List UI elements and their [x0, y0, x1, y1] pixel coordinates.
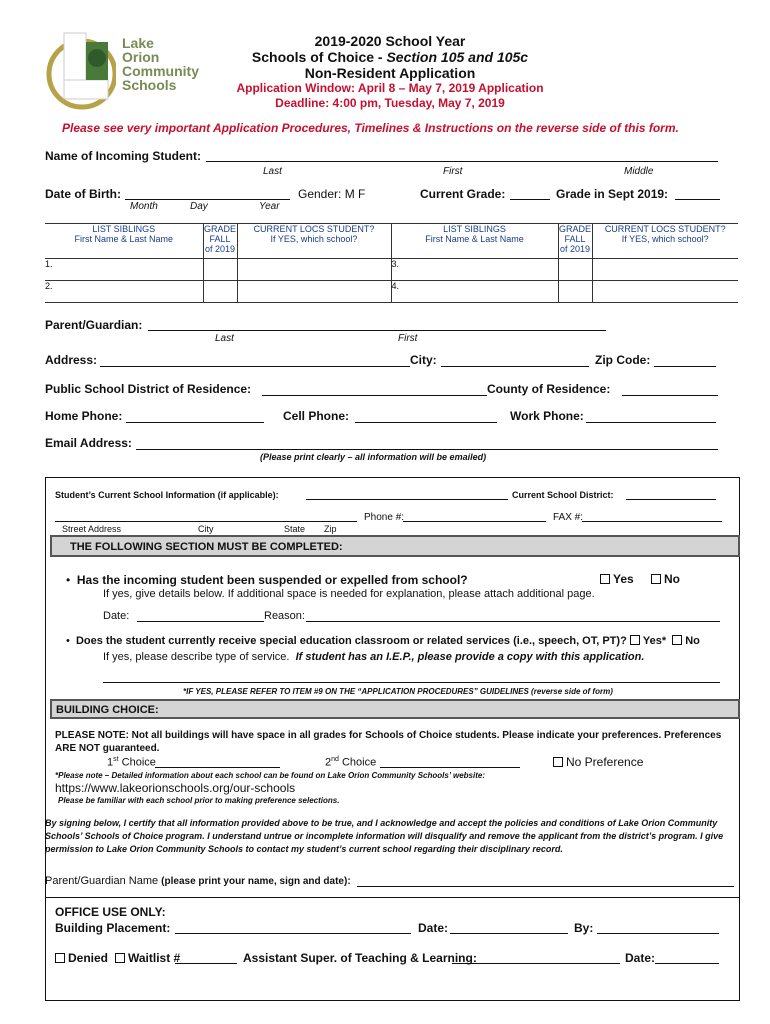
sibling-1-grade[interactable] [203, 259, 237, 281]
district-field[interactable] [262, 395, 487, 396]
sibling-3-grade[interactable] [558, 259, 592, 281]
siblings-header-locs: CURRENT LOCS STUDENT? If YES, which school? [237, 224, 391, 259]
zip-label: Zip Code: [595, 353, 651, 367]
logo-text-3: Community [122, 63, 199, 79]
q1-suspended: • Has the incoming student been suspended or expelled from school? [66, 573, 468, 587]
current-school-address-field[interactable] [55, 521, 357, 522]
familiar-note: Please be familiar with each school prior to making preference selections. [58, 796, 340, 805]
website-url[interactable]: https://www.lakeorionschools.org/our-schools [55, 781, 296, 795]
checkbox-icon[interactable] [600, 574, 610, 584]
current-district-field[interactable] [626, 499, 716, 500]
parent-first-caption: First [398, 333, 418, 344]
sibling-4-locs[interactable] [592, 281, 738, 303]
application-window: Application Window: April 8 – May 7, 2019 Application [236, 81, 544, 95]
gender-field[interactable]: Gender: M F [298, 187, 366, 201]
second-choice-label: 2nd Choice [325, 756, 377, 769]
sibling-3-locs[interactable] [592, 259, 738, 281]
q1-reason-field[interactable] [306, 621, 720, 622]
sibling-4-grade[interactable] [558, 281, 592, 303]
zip-caption: Zip [324, 524, 337, 534]
parent-name-field[interactable] [148, 330, 606, 331]
siblings-header-grade-2: GRADE FALL of 2019 [558, 224, 592, 259]
district-label: Public School District of Residence: [45, 382, 252, 396]
siblings-header-list-2: LIST SIBLINGS First Name & Last Name [391, 224, 558, 259]
email-label: Email Address: [45, 436, 132, 450]
state-caption: State [284, 524, 306, 534]
office-date2-field[interactable] [655, 963, 719, 964]
q1-reason-label: Reason: [264, 610, 305, 622]
phone-label: Phone #: [364, 512, 405, 523]
checkbox-icon[interactable] [115, 953, 125, 963]
sibling-1-locs[interactable] [237, 259, 391, 281]
checkbox-icon[interactable] [55, 953, 65, 963]
application-deadline: Deadline: 4:00 pm, Tuesday, May 7, 2019 [275, 96, 505, 110]
sibling-row-4[interactable]: 4. [391, 281, 558, 303]
item-9-reference: *IF YES, PLEASE REFER TO ITEM #9 ON THE “APPLICATION PROCEDURES” GUIDELINES (reverse side of form) [183, 687, 613, 696]
first-choice-field[interactable] [155, 767, 280, 768]
q1-note: If yes, give details below. If additional space is needed for explanation, please attach additional page. [103, 588, 595, 600]
waitlist-option[interactable]: Waitlist # [115, 951, 180, 965]
last-caption: Last [263, 166, 282, 177]
cell-phone-field[interactable] [355, 422, 497, 423]
home-phone-label: Home Phone: [45, 409, 123, 423]
parent-label: Parent/Guardian: [45, 318, 143, 332]
county-field[interactable] [622, 395, 718, 396]
day-caption: Day [190, 201, 208, 212]
office-by-field[interactable] [597, 933, 719, 934]
q1-date-field[interactable] [137, 621, 264, 622]
sibling-row-3[interactable]: 3. [391, 259, 558, 281]
waitlist-field[interactable] [175, 963, 237, 964]
office-by-label: By: [574, 921, 594, 935]
street-caption: Street Address [62, 524, 122, 534]
checkbox-icon[interactable] [651, 574, 661, 584]
email-note: (Please print clearly – all information will be emailed) [260, 452, 487, 462]
q1-no-option[interactable]: No [651, 572, 680, 586]
parent-last-caption: Last [215, 333, 234, 344]
building-note: PLEASE NOTE: Not all buildings will have space in all grades for Schools of Choice students. Please indicate your preferences. Preferences ARE NOT guaranteed. [55, 730, 722, 754]
q2-special-ed: • Does the student currently receive special education classroom or related services (i.e., speech, OT, PT)? Yes* No [66, 635, 700, 647]
office-date-field[interactable] [450, 933, 568, 934]
sibling-2-locs[interactable] [237, 281, 391, 303]
county-label: County of Residence: [487, 382, 611, 396]
month-caption: Month [130, 201, 158, 212]
office-date-label: Date: [418, 921, 449, 935]
guardian-sign-label: Parent/Guardian Name (please print your name, sign and date): [45, 875, 351, 887]
student-name-field[interactable] [206, 161, 718, 162]
current-grade-field[interactable] [510, 199, 550, 200]
student-name-label: Name of Incoming Student: [45, 149, 201, 163]
certification-text: By signing below, I certify that all information provided above to be true, and I acknowledge and accept the policies and conditions of Lake Orion Community Schools’ Schools of Choice program. I understand untrue or incomplete information will disqualify and remove the applicant from the district’s program. I give permission to Lake Orion Community Schools to contact my student’s current school regarding their disciplinary record. [45, 818, 724, 854]
first-choice-label: 1st Choice [107, 756, 156, 769]
work-phone-label: Work Phone: [510, 409, 584, 423]
asst-super-field[interactable] [452, 963, 620, 964]
fax-label: FAX #: [553, 512, 584, 523]
middle-caption: Middle [624, 166, 654, 177]
q2-service-field[interactable] [103, 682, 720, 683]
school-year-title: 2019-2020 School Year [314, 33, 466, 49]
email-field[interactable] [136, 449, 718, 450]
building-placement-label: Building Placement: [55, 921, 171, 935]
q1-yes-option[interactable]: Yes [600, 572, 634, 586]
application-type: Non-Resident Application [304, 65, 476, 81]
dob-field[interactable] [125, 199, 290, 200]
city-caption: City [198, 524, 214, 534]
zip-field[interactable] [654, 366, 716, 367]
siblings-header-grade: GRADE FALL of 2019 [203, 224, 237, 259]
work-phone-field[interactable] [586, 422, 716, 423]
asst-super-label: Assistant Super. of Teaching & Learning: [243, 951, 477, 965]
checkbox-icon[interactable] [630, 635, 640, 645]
checkbox-icon[interactable] [553, 757, 563, 767]
website-note: *Please note – Detailed information about each school can be found on Lake Orion Community Schools’ website: [55, 771, 485, 780]
building-choice-header: BUILDING CHOICE: [50, 699, 740, 719]
lake-orion-logo-icon [46, 28, 116, 116]
second-choice-field[interactable] [380, 767, 520, 768]
siblings-table [45, 223, 738, 303]
fax-field[interactable] [582, 521, 722, 522]
no-preference-option[interactable]: No Preference [553, 755, 643, 769]
logo-text-4: Schools [122, 77, 177, 93]
address-label: Address: [45, 353, 98, 367]
sibling-2-grade[interactable] [203, 281, 237, 303]
year-caption: Year [259, 201, 280, 212]
denied-option[interactable]: Denied [55, 951, 108, 965]
office-use-title: OFFICE USE ONLY: [55, 905, 166, 919]
building-placement-field[interactable] [175, 933, 411, 934]
q1-date-label: Date: [103, 610, 130, 622]
city-label: City: [410, 353, 437, 367]
cell-phone-label: Cell Phone: [283, 409, 350, 423]
city-field[interactable] [441, 366, 589, 367]
logo [46, 28, 226, 116]
grade-sept-field[interactable] [675, 199, 720, 200]
schools-of-choice-title: Schools of Choice - Section 105 and 105c [251, 49, 529, 65]
q2-note: If yes, please describe type of service. If student has an I.E.P., please provide a copy with this application. [103, 651, 645, 663]
current-grade-label: Current Grade: [420, 187, 506, 201]
home-phone-field[interactable] [126, 422, 264, 423]
guardian-sign-field[interactable] [357, 886, 734, 887]
office-date2-label: Date: [625, 951, 656, 965]
logo-text-2: Orion [122, 49, 160, 65]
section-header: THE FOLLOWING SECTION MUST BE COMPLETED: [50, 535, 740, 557]
address-field[interactable] [100, 366, 410, 367]
siblings-header-list: LIST SIBLINGS First Name & Last Name [45, 224, 203, 259]
first-caption: First [443, 166, 463, 177]
reverse-side-note: Please see very important Application Procedures, Timelines & Instructions on the reverse side of this form. [62, 121, 679, 135]
current-district-label: Current School District: [512, 490, 614, 500]
sibling-row-2[interactable]: 2. [45, 281, 203, 303]
siblings-header-locs-2: CURRENT LOCS STUDENT? If YES, which school? [592, 224, 738, 259]
logo-text-1: Lake [122, 35, 154, 51]
grade-sept-label: Grade in Sept 2019: [556, 187, 669, 201]
dob-label: Date of Birth: [45, 187, 121, 201]
sibling-row-1[interactable]: 1. [45, 259, 203, 281]
phone-field[interactable] [403, 521, 546, 522]
current-school-field[interactable] [306, 499, 508, 500]
current-school-label: Student’s Current School Information (if applicable): [55, 490, 279, 500]
checkbox-icon[interactable] [672, 635, 682, 645]
